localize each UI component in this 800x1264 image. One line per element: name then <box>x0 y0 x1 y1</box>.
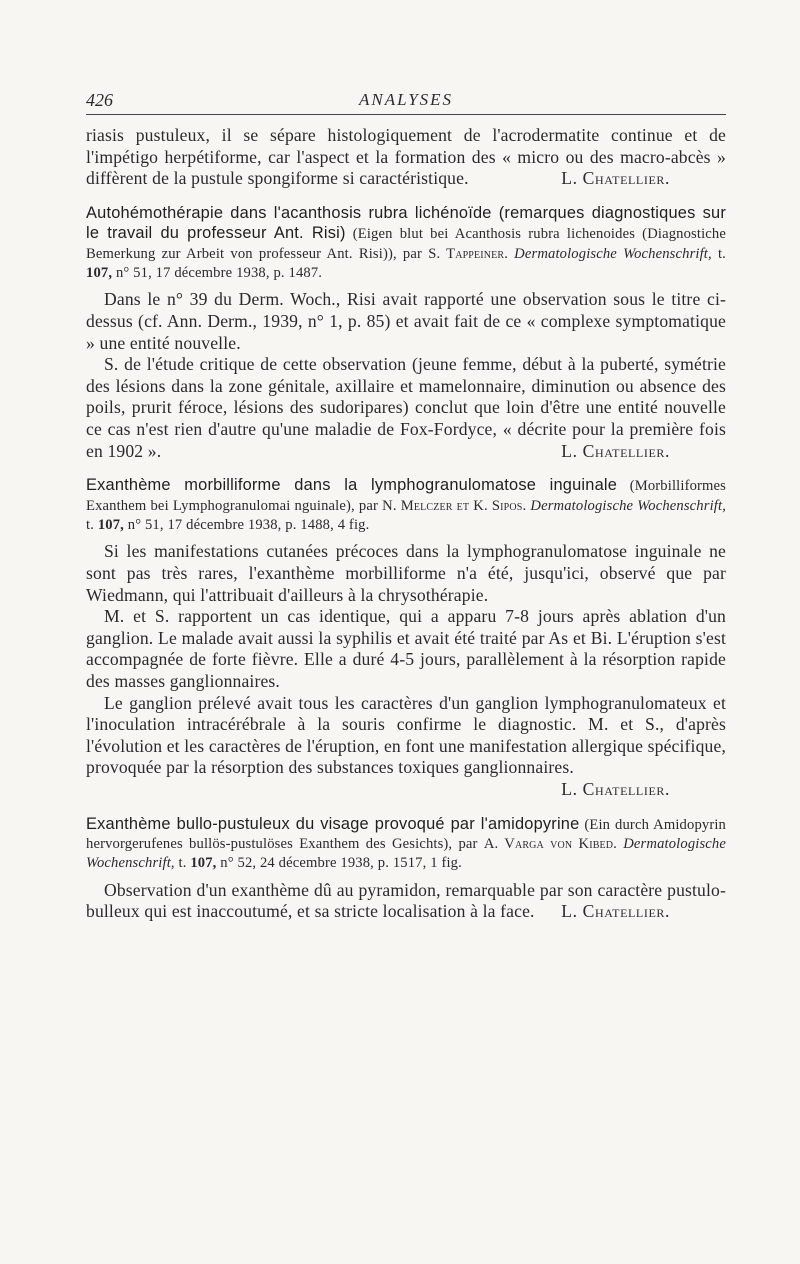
article-original-title: (Ein durch Amidopyrin hervorgerufenes bullös-pustulöses Exanthem des Gesichts), par <box>86 816 726 852</box>
article-volume: 107, <box>190 855 217 872</box>
article-heading <box>86 815 726 874</box>
article-citation: n° 51, 17 décembre 1938, p. 1487. <box>112 265 323 281</box>
article-author: N. Melczer et K. Sipos. <box>382 497 527 514</box>
page-header <box>86 88 726 115</box>
article-volume: 107, <box>86 265 113 281</box>
article-paragraph-text: S. de l'étude critique de cette observation (jeune femme, début à la puberté, symétrie des lésions dans la zone génitale, axillaire et mamelonnaire, diminution ou absence des poils, prurit féroce, lésions des sudoripares) conclut que loin d'être une entité nouvelle ce cas n'est rien d'autre qu'une maladie de Fox-Fordyce, « décrite pour la première fois en 1902 ». <box>86 354 726 461</box>
article-volume-prefix: t. <box>86 516 98 533</box>
article-title: Autohémothérapie dans l'acanthosis rubra lichénoïde (remarques diagnostiques sur le travail du professeur Ant. Risi) <box>86 203 726 243</box>
article-paragraph <box>86 354 726 462</box>
intro-paragraph <box>86 125 726 190</box>
article-heading <box>86 204 726 284</box>
page <box>86 88 726 923</box>
signature: L. Chatellier. <box>561 440 670 461</box>
article-heading <box>86 476 726 535</box>
signature: L. Chatellier. <box>561 778 670 799</box>
running-head: ANALYSES <box>358 90 454 109</box>
article-paragraph: Si les manifestations cutanées précoces dans la lymphogranulomatose inguinale ne sont pas très rares, l'exanthème morbilliforme n'a été, jusqu'ici, observé que par Wiedmann, qui l'attribuait d'ailleurs à la chrysothérapie. <box>86 541 726 605</box>
article-journal: Dermatologische Wochenschrift, <box>86 835 727 872</box>
article-volume: 107, <box>97 516 124 533</box>
intro-text: riasis pustuleux, il se sépare histologiquement de l'acrodermatite continue et de l'impétigo herpétiforme, car l'aspect et la formation des « micro ou des macro-abcès » diffèrent de la pustule spongiforme si caractéristique. <box>86 125 726 189</box>
article-journal: Dermatologische Wochenschrift, <box>514 245 712 262</box>
article-journal: Dermatologische Wochenschrift, <box>530 497 726 514</box>
article-paragraph: Dans le n° 39 du Derm. Woch., Risi avait rapporté une observation sous le titre ci-dessus (cf. Ann. Derm., 1939, n° 1, p. 85) et avait fait de ce « complexe symptomatique » une entité nouvelle. <box>86 289 726 353</box>
article-paragraph <box>86 880 726 923</box>
article-2 <box>86 476 726 800</box>
article-paragraph <box>86 692 726 799</box>
article-title: Exanthème morbilliforme dans la lymphogranulomatose inguinale <box>86 476 618 495</box>
signature: L. Chatellier. <box>561 901 670 922</box>
article-volume-prefix: t. <box>711 245 726 262</box>
article-paragraph-text: Observation d'un exanthème dû au pyramidon, remarquable par son caractère pustulo-bulleux qui est inaccoutumé, et sa stricte localisation à la face. <box>86 879 726 922</box>
article-citation: n° 51, 17 décembre 1938, p. 1488, 4 fig. <box>123 516 370 533</box>
article-author: S. Tappeiner. <box>428 245 508 262</box>
article-3 <box>86 815 726 923</box>
article-author: A. Varga von Kibed. <box>483 835 617 852</box>
article-original-title: (Eigen blut bei Acanthosis rubra lichenoides (Diagnostiche Bemerkung zur Arbeit von professeur Ant. Risi)), par <box>86 226 726 262</box>
page-number: 426 <box>86 90 113 110</box>
article-1 <box>86 204 726 462</box>
article-volume-prefix: t. <box>174 855 191 872</box>
signature: L. Chatellier. <box>561 168 670 189</box>
article-original-title: (Morbilliformes Exanthem bei Lymphogranulomai nguinale), par <box>86 478 726 514</box>
article-title: Exanthème bullo-pustuleux du visage provoqué par l'amidopyrine <box>86 814 580 833</box>
intro-block <box>86 125 726 190</box>
article-paragraph: M. et S. rapportent un cas identique, qui a apparu 7-8 jours après ablation d'un ganglion. Le malade avait aussi la syphilis et avait été traité par As et Bi. L'éruption s'est accompagnée de forte fièvre. Elle a duré 4-5 jours, parallèlement à la résorption rapide des masses ganglionnaires. <box>86 606 726 691</box>
article-citation: n° 52, 24 décembre 1938, p. 1517, 1 fig. <box>216 855 462 872</box>
article-paragraph-text: Le ganglion prélevé avait tous les caractères d'un ganglion lymphogranulomateux et l'inoculation intracérébrale à la souris confirme le diagnostic. M. et S., d'après l'évolution et les caractères de l'éruption, en font une manifestation allergique spécifique, provoquée par la résorption des substances toxiques ganglionnaires. <box>86 692 726 778</box>
